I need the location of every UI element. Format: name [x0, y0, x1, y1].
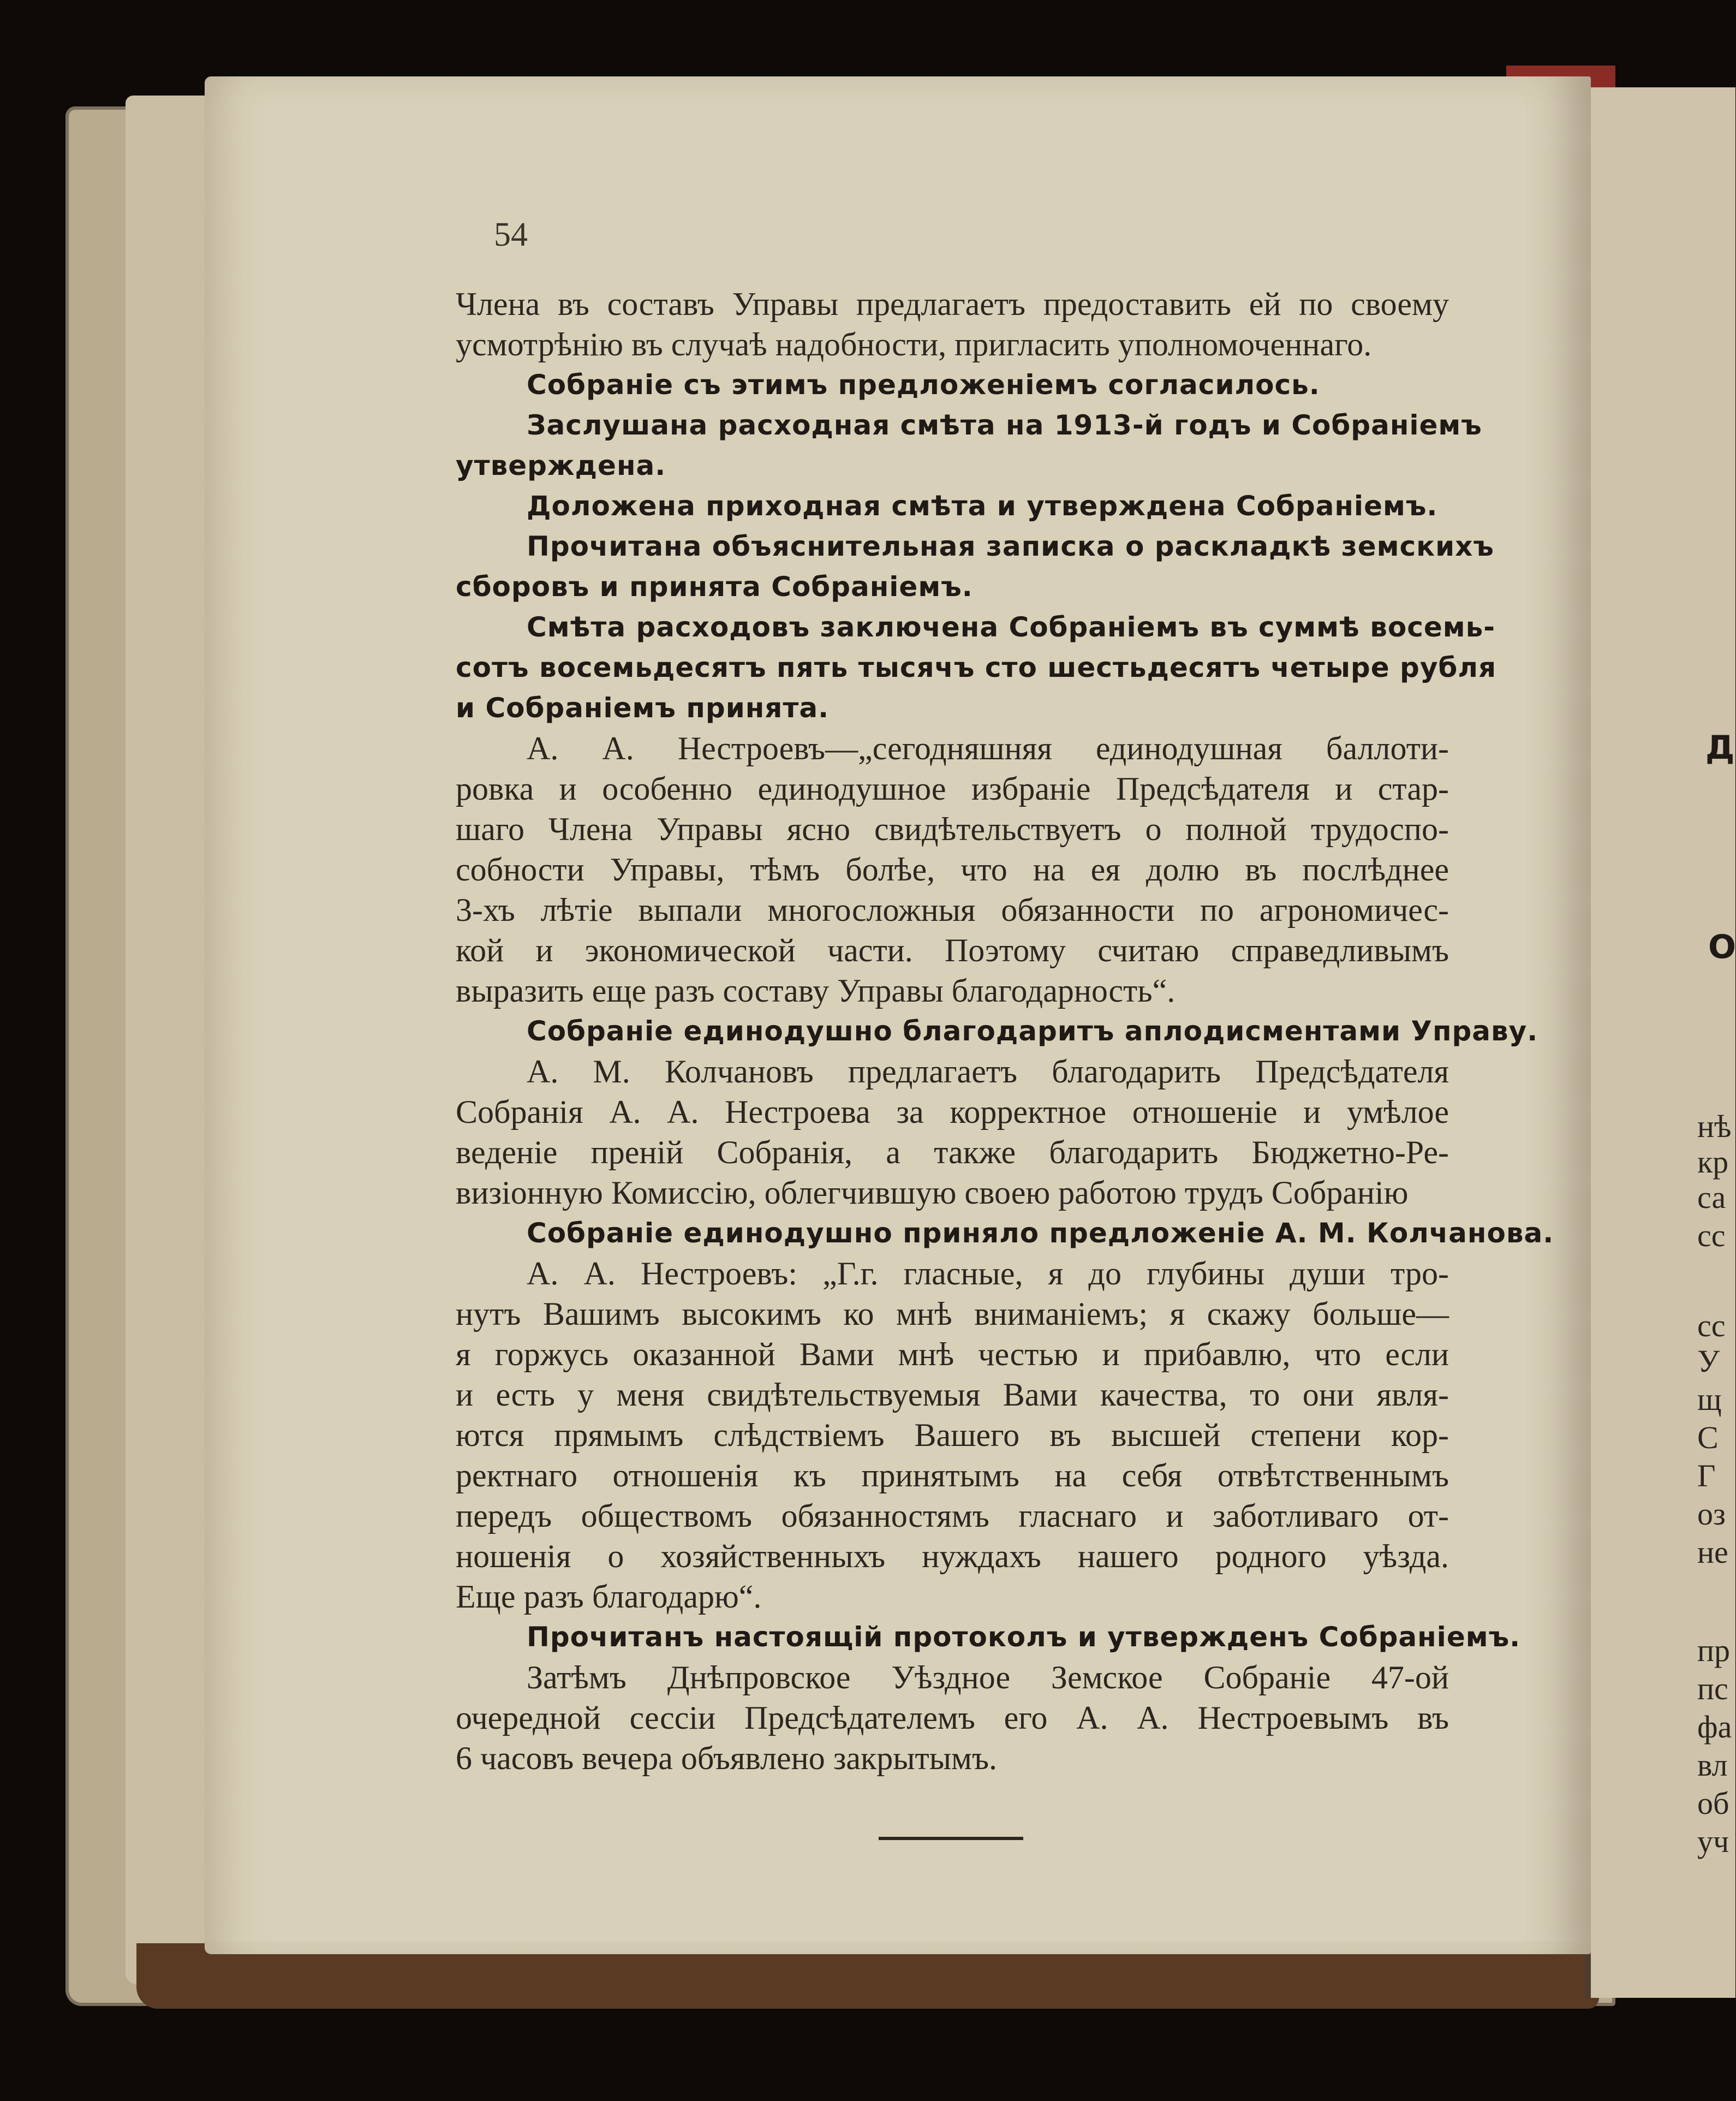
right-page-fragment: оз: [1697, 1496, 1726, 1532]
right-page-fragment: кр: [1697, 1144, 1729, 1180]
right-page-fragment: об: [1697, 1785, 1729, 1821]
text-line: я горжусь оказанной Вами мнѣ честью и прибавлю, что если: [456, 1336, 1449, 1372]
end-rule: [879, 1837, 1023, 1840]
resolution-line: сборовъ и принята Собраніемъ.: [456, 571, 973, 603]
text-line: ректнаго отношенія къ принятымъ на себя отвѣтственнымъ: [456, 1457, 1449, 1493]
right-page-fragment: нѣ: [1697, 1109, 1732, 1144]
text-block: [456, 284, 1554, 1778]
right-page-fragment: О: [1708, 928, 1736, 966]
right-page-fragment: щ: [1697, 1382, 1722, 1417]
right-page-fragment: пр: [1697, 1633, 1731, 1668]
right-page-fragment: са: [1697, 1180, 1726, 1215]
text-line: нутъ Вашимъ высокимъ ко мнѣ вниманіемъ; я скажу больше—: [456, 1296, 1449, 1332]
text-line: Затѣмъ Днѣпровское Уѣздное Земское Собраніе 47-ой: [527, 1659, 1449, 1695]
right-page-fragment: Д: [1705, 729, 1735, 767]
right-page-fragment: У: [1697, 1343, 1720, 1379]
resolution-line: Смѣта расходовъ заключена Собраніемъ въ суммѣ восемь-: [527, 611, 1495, 643]
page-number: 54: [494, 216, 528, 253]
text-line: Собранія А. А. Нестроева за корректное отношеніе и умѣлое: [456, 1094, 1449, 1130]
text-line: А. М. Колчановъ предлагаетъ благодарить Предсѣдателя: [527, 1054, 1449, 1090]
text-line: Члена въ составъ Управы предлагаетъ предоставить ей по своему: [456, 286, 1449, 322]
text-line: выразить еще разъ составу Управы благодарность“.: [456, 973, 1176, 1009]
resolution-line: Доложена приходная смѣта и утверждена Собраніемъ.: [527, 490, 1438, 522]
text-line: ются прямымъ слѣдствіемъ Вашего въ высшей степени кор-: [456, 1417, 1449, 1453]
text-line: ношенія о хозяйственныхъ нуждахъ нашего родного уѣзда.: [456, 1538, 1449, 1574]
text-line: А. А. Нестроевъ—„сегодняшняя единодушная баллоти-: [527, 730, 1449, 766]
resolution-line: Прочитанъ настоящій протоколъ и утвержденъ Собраніемъ.: [527, 1621, 1521, 1653]
text-line: 3-хъ лѣтіе выпали многосложныя обязанности по агрономичес-: [456, 892, 1449, 928]
right-page-fragment: С: [1697, 1420, 1719, 1455]
text-line: и есть у меня свидѣтельствуемыя Вами качества, то они явля-: [456, 1377, 1449, 1413]
text-line: усмотрѣнію въ случаѣ надобности, пригласить уполномоченнаго.: [456, 326, 1372, 362]
text-line: собности Управы, тѣмъ болѣе, что на ея долю въ послѣднее: [456, 852, 1449, 888]
text-line: очередной сессіи Предсѣдателемъ его А. А. Нестроевымъ въ: [456, 1700, 1449, 1736]
resolution-line: утверждена.: [456, 450, 666, 481]
resolution-line: Собраніе единодушно приняло предложеніе А. М. Колчанова.: [527, 1217, 1554, 1249]
text-line: визіонную Комиссію, облегчившую своею работою трудъ Собранію: [456, 1175, 1409, 1211]
resolution-line: сотъ восемьдесятъ пять тысячъ сто шестьдесятъ четыре рубля: [456, 652, 1497, 683]
resolution-line: Прочитана объяснительная записка о раскладкѣ земскихъ: [527, 531, 1494, 562]
resolution-line: Собраніе съ этимъ предложеніемъ согласилось.: [527, 369, 1320, 401]
right-page-fragment: не: [1697, 1534, 1728, 1570]
right-page-fragment: вл: [1697, 1747, 1728, 1783]
text-line: А. А. Нестроевъ: „Г.г. гласные, я до глубины души тро-: [527, 1255, 1449, 1291]
text-line: 6 часовъ вечера объявлено закрытымъ.: [456, 1740, 998, 1776]
text-line: кой и экономической части. Поэтому считаю справедливымъ: [456, 932, 1449, 968]
text-line: передъ обществомъ обязанностямъ гласнаго и заботливаго от-: [456, 1498, 1449, 1534]
right-page-fragment: сс: [1697, 1308, 1726, 1343]
right-page-fragment: уч: [1697, 1824, 1729, 1859]
resolution-line: Собраніе единодушно благодаритъ аплодисментами Управу.: [527, 1015, 1538, 1047]
right-page-fragment: пс: [1697, 1671, 1728, 1706]
text-line: Еще разъ благодарю“.: [456, 1579, 762, 1615]
text-line: веденіе преній Собранія, а также благодарить Бюджетно-Ре-: [456, 1134, 1449, 1170]
right-page-fragment: Г: [1697, 1458, 1716, 1493]
right-page-fragment: сс: [1697, 1218, 1726, 1253]
resolution-line: Заслушана расходная смѣта на 1913-й годъ и Собраніемъ: [527, 409, 1482, 441]
resolution-line: и Собраніемъ принята.: [456, 692, 830, 724]
text-line: ровка и особенно единодушное избраніе Предсѣдателя и стар-: [456, 771, 1449, 807]
right-page-fragment: фа: [1697, 1709, 1732, 1745]
text-line: шаго Члена Управы ясно свидѣтельствуетъ о полной трудоспо-: [456, 811, 1449, 847]
